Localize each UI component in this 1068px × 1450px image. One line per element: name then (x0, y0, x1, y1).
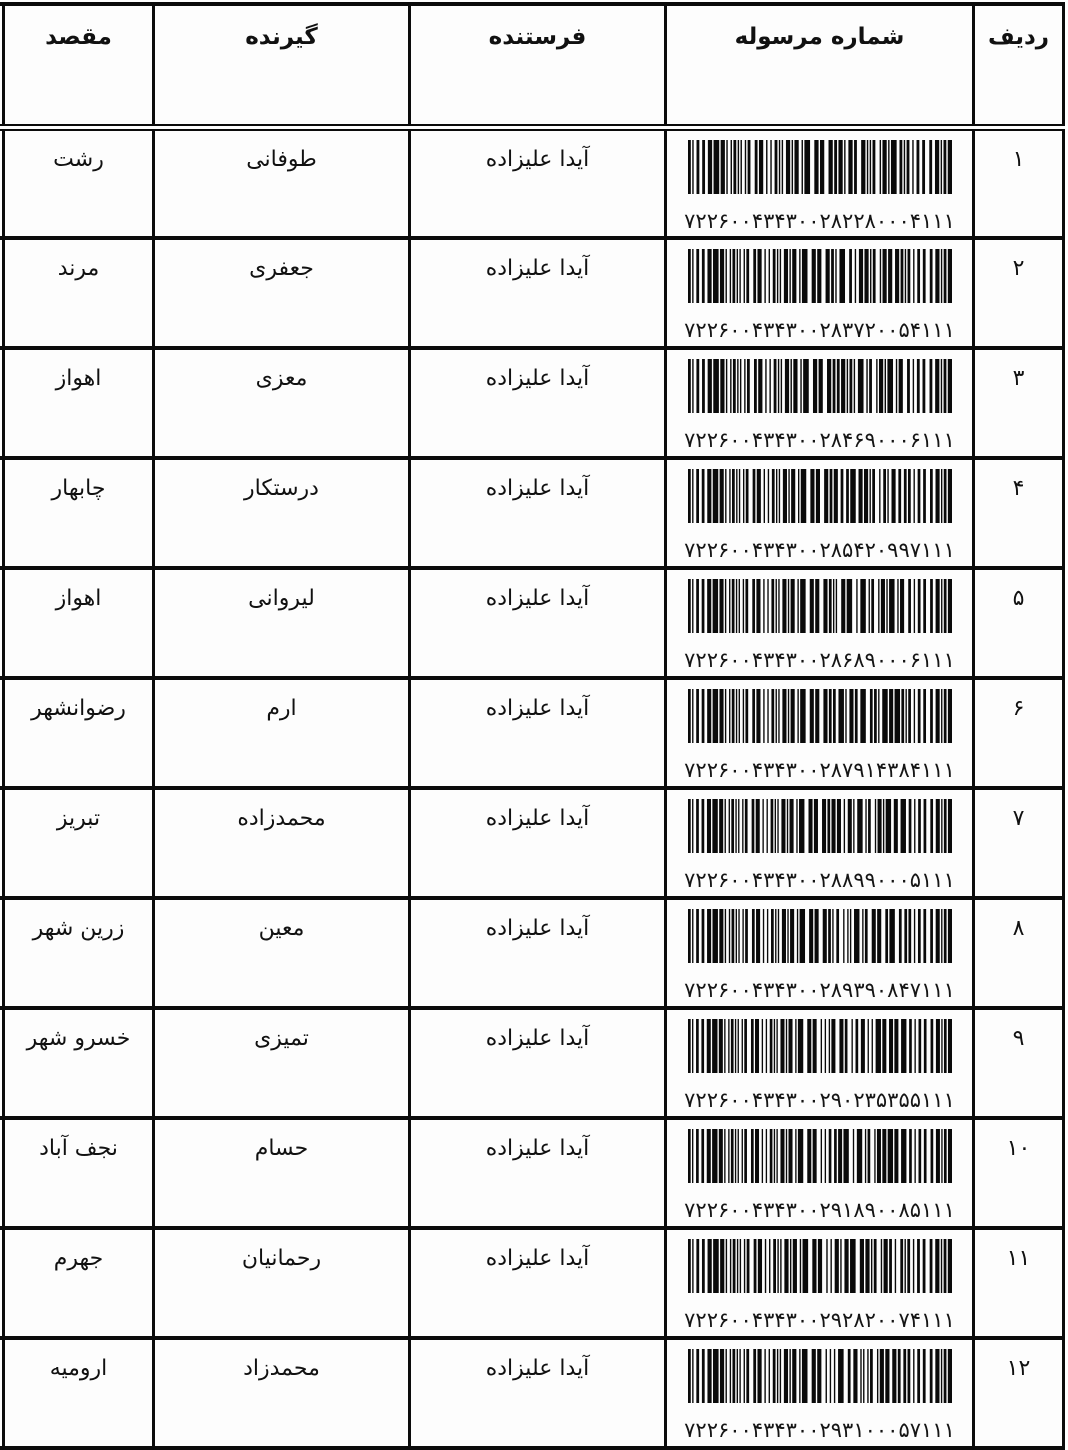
barcode-image (689, 799, 953, 853)
table-row (0, 1008, 1065, 1118)
barcode-image (689, 909, 953, 963)
tracking-number-text: ۷۲۲۶۰۰۴۳۴۳۰۰۲۸۵۴۲۰۹۹۷۱۱۱ (685, 537, 956, 562)
row-number-cell: ۴ (975, 458, 1065, 568)
receiver-cell: رحمانیان (155, 1228, 411, 1338)
tracking-cell (667, 238, 975, 348)
row-number-cell: ۸ (975, 898, 1065, 1008)
row-number-cell: ۷ (975, 788, 1065, 898)
tracking-number-text: ۷۲۲۶۰۰۴۳۴۳۰۰۲۸۷۹۱۴۳۸۴۱۱۱ (685, 757, 956, 782)
destination-cell: خسرو شهر (5, 1008, 155, 1118)
receiver-cell: تمیزی (155, 1008, 411, 1118)
row-number-cell: ۶ (975, 678, 1065, 788)
tracking-cell (667, 1228, 975, 1338)
cropped-column-sliver (0, 1338, 5, 1448)
receiver-cell: ارم (155, 678, 411, 788)
receiver-cell: لیروانی (155, 568, 411, 678)
table-row (0, 238, 1065, 348)
row-number-cell: ۵ (975, 568, 1065, 678)
cropped-column-sliver (0, 4, 5, 128)
table-row (0, 128, 1065, 238)
barcode-image (689, 1239, 953, 1293)
col-header-receiver: گیرنده (155, 4, 411, 128)
tracking-cell (667, 568, 975, 678)
destination-cell: رضوانشهر (5, 678, 155, 788)
sender-cell: آیدا علیزاده (411, 678, 667, 788)
row-number-cell: ۱۱ (975, 1228, 1065, 1338)
destination-cell: نجف آباد (5, 1118, 155, 1228)
col-header-tracking-number: شماره مرسوله (667, 4, 975, 128)
receiver-cell: طوفانی (155, 128, 411, 238)
receiver-cell: معزی (155, 348, 411, 458)
tracking-number-text: ۷۲۲۶۰۰۴۳۴۳۰۰۲۸۸۹۹۰۰۰۵۱۱۱ (685, 867, 956, 892)
cropped-column-sliver (0, 1228, 5, 1338)
col-header-row-number: ردیف (975, 4, 1065, 128)
sender-cell: آیدا علیزاده (411, 238, 667, 348)
table-row (0, 458, 1065, 568)
tracking-cell (667, 898, 975, 1008)
tracking-cell (667, 458, 975, 568)
destination-cell: ارومیه (5, 1338, 155, 1448)
sender-cell: آیدا علیزاده (411, 788, 667, 898)
barcode-image (689, 140, 953, 194)
destination-cell: تبریز (5, 788, 155, 898)
destination-cell: رشت (5, 128, 155, 238)
table-row (0, 568, 1065, 678)
destination-cell: مرند (5, 238, 155, 348)
tracking-cell (667, 788, 975, 898)
receiver-cell: محمدزاد (155, 1338, 411, 1448)
tracking-number-text: ۷۲۲۶۰۰۴۳۴۳۰۰۲۹۲۸۲۰۰۷۴۱۱۱ (685, 1307, 956, 1332)
row-number-cell: ۱۰ (975, 1118, 1065, 1228)
table-row (0, 1118, 1065, 1228)
cropped-column-sliver (0, 238, 5, 348)
destination-cell: زرین شهر (5, 898, 155, 1008)
sender-cell: آیدا علیزاده (411, 1118, 667, 1228)
destination-cell: اهواز (5, 568, 155, 678)
receiver-cell: محمدزاده (155, 788, 411, 898)
cropped-column-sliver (0, 788, 5, 898)
barcode-image (689, 1349, 953, 1403)
tracking-number-text: ۷۲۲۶۰۰۴۳۴۳۰۰۲۸۹۳۹۰۸۴۷۱۱۱ (685, 977, 956, 1002)
barcode-image (689, 689, 953, 743)
sender-cell: آیدا علیزاده (411, 1338, 667, 1448)
barcode-image (689, 1129, 953, 1183)
barcode-image (689, 469, 953, 523)
cropped-column-sliver (0, 458, 5, 568)
cropped-column-sliver (0, 348, 5, 458)
table-row (0, 678, 1065, 788)
row-number-cell: ۱۲ (975, 1338, 1065, 1448)
shipment-table (0, 2, 1066, 1450)
tracking-cell (667, 348, 975, 458)
header-row (0, 4, 1065, 128)
sender-cell: آیدا علیزاده (411, 458, 667, 568)
receiver-cell: جعفری (155, 238, 411, 348)
cropped-column-sliver (0, 898, 5, 1008)
barcode-image (689, 579, 953, 633)
table-row (0, 348, 1065, 458)
cropped-column-sliver (0, 128, 5, 238)
cropped-column-sliver (0, 1008, 5, 1118)
scanned-manifest-page (0, 2, 1068, 1442)
table-row (0, 788, 1065, 898)
tracking-cell (667, 1118, 975, 1228)
sender-cell: آیدا علیزاده (411, 348, 667, 458)
sender-cell: آیدا علیزاده (411, 898, 667, 1008)
destination-cell: جهرم (5, 1228, 155, 1338)
tracking-cell (667, 128, 975, 238)
table-row (0, 1338, 1065, 1448)
cropped-column-sliver (0, 1118, 5, 1228)
col-header-destination: مقصد (5, 4, 155, 128)
tracking-number-text: ۷۲۲۶۰۰۴۳۴۳۰۰۲۸۲۲۸۰۰۰۴۱۱۱ (685, 209, 956, 233)
sender-cell: آیدا علیزاده (411, 128, 667, 238)
destination-cell: چابهار (5, 458, 155, 568)
tracking-cell (667, 1338, 975, 1448)
tracking-cell (667, 678, 975, 788)
tracking-number-text: ۷۲۲۶۰۰۴۳۴۳۰۰۲۹۳۱۰۰۰۵۷۱۱۱ (685, 1417, 956, 1442)
row-number-cell: ۱ (975, 128, 1065, 238)
row-number-cell: ۲ (975, 238, 1065, 348)
tracking-number-text: ۷۲۲۶۰۰۴۳۴۳۰۰۲۸۳۷۲۰۰۵۴۱۱۱ (685, 317, 956, 342)
cropped-column-sliver (0, 568, 5, 678)
tracking-number-text: ۷۲۲۶۰۰۴۳۴۳۰۰۲۸۶۸۹۰۰۰۶۱۱۱ (685, 647, 956, 672)
tracking-number-text: ۷۲۲۶۰۰۴۳۴۳۰۰۲۹۰۲۳۵۳۵۵۱۱۱ (685, 1087, 956, 1112)
receiver-cell: معین (155, 898, 411, 1008)
sender-cell: آیدا علیزاده (411, 1008, 667, 1118)
sender-cell: آیدا علیزاده (411, 568, 667, 678)
tracking-number-text: ۷۲۲۶۰۰۴۳۴۳۰۰۲۹۱۸۹۰۰۸۵۱۱۱ (685, 1197, 956, 1222)
tracking-cell (667, 1008, 975, 1118)
cropped-column-sliver (0, 678, 5, 788)
destination-cell: اهواز (5, 348, 155, 458)
tracking-number-text: ۷۲۲۶۰۰۴۳۴۳۰۰۲۸۴۶۹۰۰۰۶۱۱۱ (685, 427, 956, 452)
row-number-cell: ۳ (975, 348, 1065, 458)
table-row (0, 1228, 1065, 1338)
receiver-cell: حسام (155, 1118, 411, 1228)
barcode-image (689, 1019, 953, 1073)
row-number-cell: ۹ (975, 1008, 1065, 1118)
table-row (0, 898, 1065, 1008)
sender-cell: آیدا علیزاده (411, 1228, 667, 1338)
col-header-sender: فرستنده (411, 4, 667, 128)
barcode-image (689, 359, 953, 413)
receiver-cell: درستکار (155, 458, 411, 568)
barcode-image (689, 249, 953, 303)
